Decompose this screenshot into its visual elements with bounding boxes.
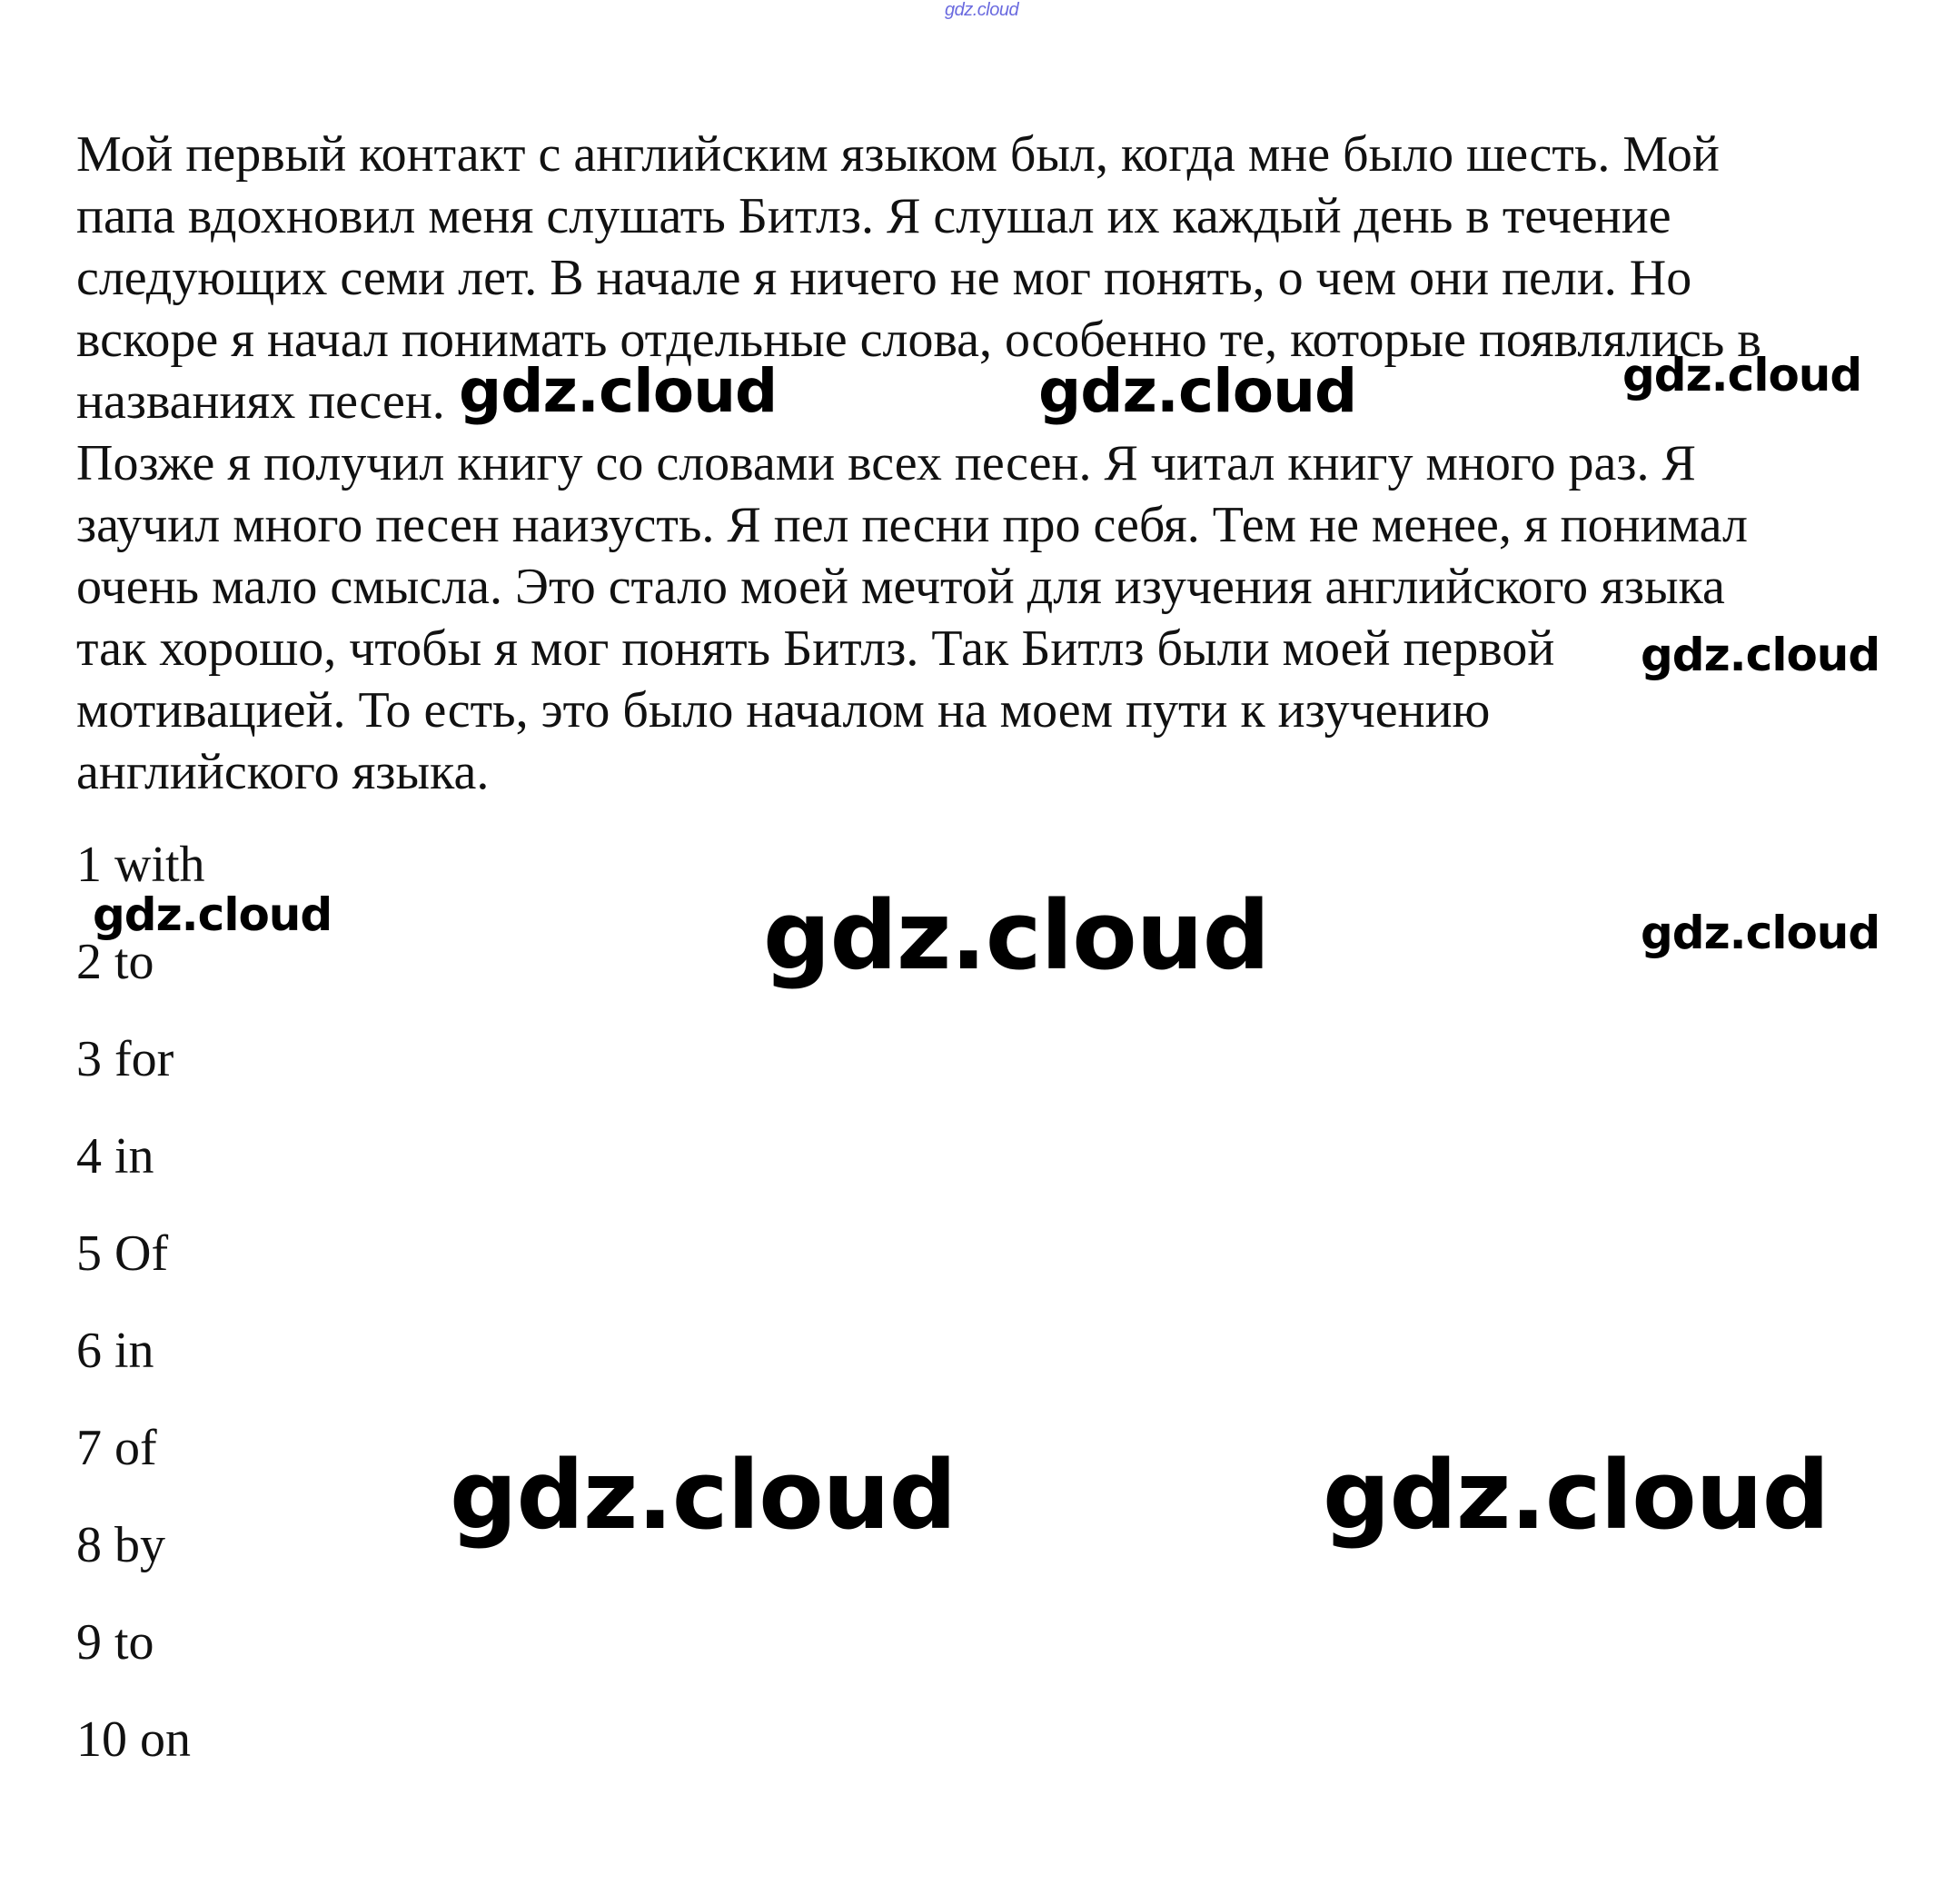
answer-item: 6 in bbox=[76, 1323, 154, 1379]
text-line: мотивацией. То есть, это было началом на моем пути к изучению bbox=[76, 682, 1491, 739]
watermark: gdz.cloud bbox=[459, 356, 778, 426]
answer-item: 4 in bbox=[76, 1128, 154, 1185]
text-line: Мой первый контакт с английским языком был, когда мне было шесть. Мой bbox=[76, 126, 1720, 183]
answer-item: 3 for bbox=[76, 1031, 174, 1087]
text-line: заучил много песен наизусть. Я пел песни про себя. Тем не менее, я понимал bbox=[76, 497, 1748, 553]
translation-paragraph-2 bbox=[76, 432, 1893, 803]
watermark: gdz.cloud bbox=[450, 1440, 957, 1551]
watermark: gdz.cloud bbox=[1641, 629, 1880, 681]
answer-list bbox=[76, 834, 205, 1806]
watermark: gdz.cloud bbox=[1641, 907, 1880, 959]
watermark: gdz.cloud bbox=[1323, 1440, 1830, 1551]
text-line: названиях песен. bbox=[76, 373, 445, 430]
answer-item: 7 of bbox=[76, 1420, 157, 1476]
text-line: Позже я получил книгу со словами всех песен. Я читал книгу много раз. Я bbox=[76, 435, 1696, 491]
watermark: gdz.cloud bbox=[1622, 349, 1862, 402]
watermark: gdz.cloud bbox=[763, 880, 1270, 991]
answer-item: 9 to bbox=[76, 1614, 154, 1671]
watermark: gdz.cloud bbox=[93, 888, 332, 941]
answer-item: 8 by bbox=[76, 1517, 165, 1573]
text-line: английского языка. bbox=[76, 744, 490, 800]
text-line: следующих семи лет. В начале я ничего не мог понять, о чем они пели. Но bbox=[76, 250, 1692, 306]
answer-item: 1 with bbox=[76, 837, 205, 893]
translation-paragraph-1 bbox=[76, 124, 1893, 432]
watermark: gdz.cloud bbox=[1038, 356, 1357, 426]
text-line: так хорошо, чтобы я мог понять Битлз. Так Битлз были моей первой bbox=[76, 620, 1555, 677]
answer-item: 2 to bbox=[76, 934, 154, 990]
text-line: вскоре я начал понимать отдельные слова, особенно те, которые появлялись в bbox=[76, 312, 1761, 368]
site-mark: gdz.cloud bbox=[945, 0, 1019, 20]
text-line: папа вдохновил меня слушать Битлз. Я слушал их каждый день в течение bbox=[76, 188, 1671, 244]
answer-item: 10 on bbox=[76, 1711, 191, 1768]
answer-item: 5 Of bbox=[76, 1225, 169, 1282]
text-line: очень мало смысла. Это стало моей мечтой для изучения английского языка bbox=[76, 559, 1725, 615]
